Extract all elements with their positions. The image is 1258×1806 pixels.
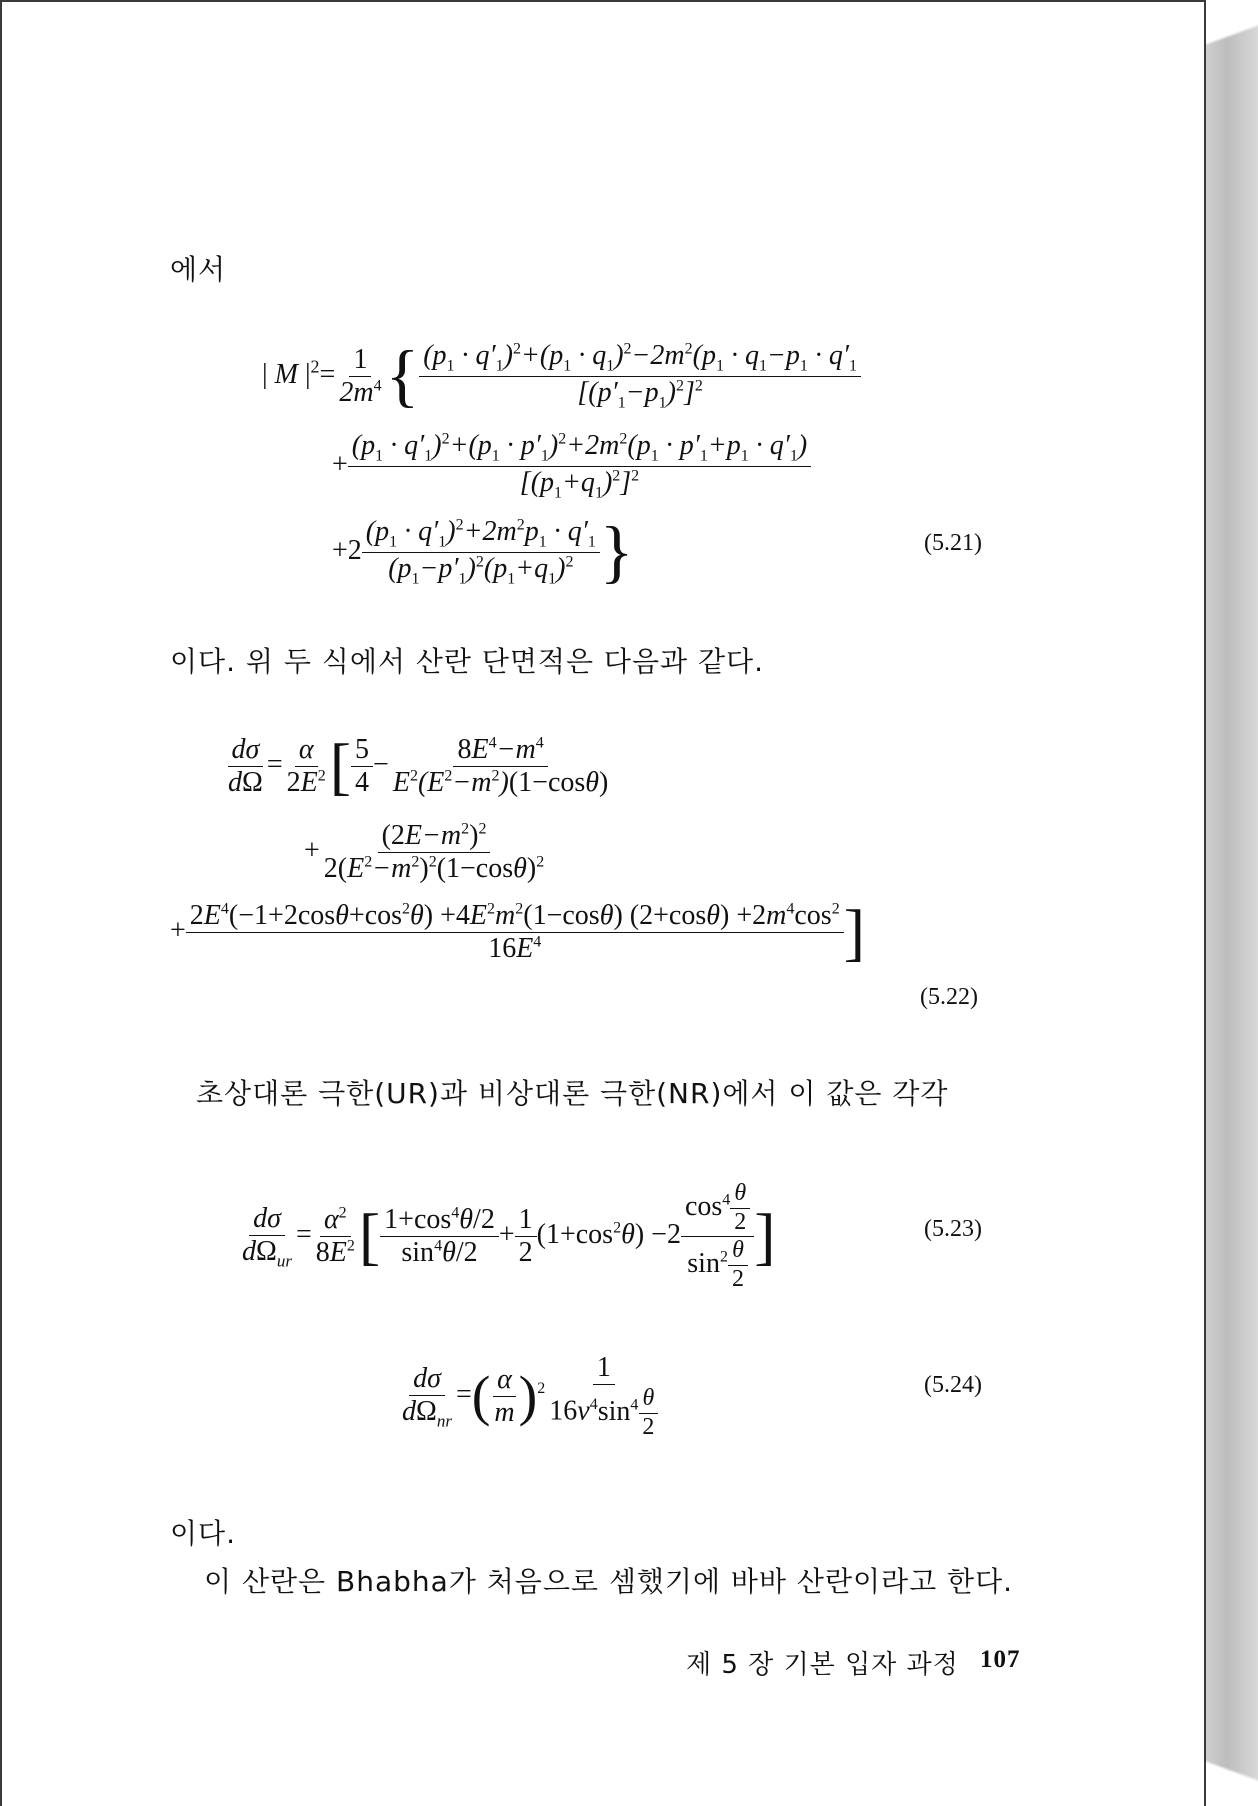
equation-5-21-line-3: +2 $\frac{(p_1 \cdot q'_1)^2+2m^2p_1 \cdot q'_1}{(p_1-p'_1)^2(p_1+q_1)^2}$ }: [332, 513, 634, 591]
page-corner-top: [1206, 0, 1258, 70]
equation-5-22-line-2: + $\frac{(2E-m^2)^2}{2(E^2-m^2)^2(1-\cos\theta)^2}$: [304, 820, 545, 885]
paragraph-after-5-24: 이다.: [170, 1517, 236, 1550]
running-footer-chapter: 제 5 장 기본 입자 과정: [686, 1650, 959, 1680]
paragraph-bhabha: 이 산란은 Bhabha가 처음으로 셈했기에 바바 산란이라고 한다.: [204, 1565, 1014, 1598]
page-border-top: [0, 0, 1206, 2]
paragraph-before-5-23: 초상대론 극한(UR)과 비상대론 극한(NR)에서 이 값은 각각: [196, 1077, 949, 1110]
equation-number-5-22: (5.22): [920, 984, 978, 1010]
equation-5-22-line-3: + $\frac{2E^4(-1+2\cos\theta+\cos^2\theta) +4E^2m^2(1-\cos\theta) (2+\cos\theta) +2m^4\cos^2}{16E^4}$ ]: [170, 896, 866, 968]
page-number: 107: [980, 1646, 1021, 1673]
page-stack-edge: [1206, 0, 1258, 1806]
equation-5-21-line-2: + $\frac{(p_1 \cdot q'_1)^2+(p_1 \cdot p'_1)^2+2m^2(p_1 \cdot p'_1+p_1 \cdot q'_1)}{[(p_1+q_1)^2]^2}$: [332, 430, 811, 503]
page-border-left: [0, 0, 2, 1806]
equation-number-5-23: (5.23): [924, 1216, 982, 1242]
equation-number-5-21: (5.21): [924, 530, 982, 556]
equation-5-21-line-1: | M $|^2=$ $\frac{1}{2m^4}$ { $\frac{(p_1 \cdot q'_1)^2+(p_1 \cdot q_1)^2-2m^2(p_1 \cdot q_1-p_1 \cdot q'_1}{[(p'_1-p_1)^2]^2}$: [262, 340, 861, 413]
intro-text: 에서: [170, 253, 227, 286]
equation-5-23: $\frac{d\sigma}{d\Omega_{ur}}$ = $\frac{\alpha^2}{8E^2}$ [ $\frac{1+\cos^4\theta/2}{\sin^4\theta/2}$ + $\frac{1}{2}$ $(1+\cos^2\theta) -2$ $\cos^4$ $\frac{\theta}{2}$ $\sin^2$ $\frac{\theta}{2}$ ]: [242, 1180, 776, 1292]
equation-number-5-24: (5.24): [924, 1372, 982, 1398]
paragraph-after-5-21: 이다. 위 두 식에서 산란 단면적은 다음과 같다.: [170, 645, 764, 678]
page-corner-bottom: [1206, 1736, 1258, 1806]
equation-5-24: $\frac{d\sigma}{d\Omega_{nr}}$ =( $\frac{\alpha}{m}$ )$^2$ 1 $16v^4\sin^4$ $\frac{\theta}{2}$: [398, 1352, 662, 1441]
equation-5-22-line-1: $\frac{d\sigma}{d\Omega}$ = $\frac{\alpha}{2E^2}$ [ $\frac{5}{4}$ − $\frac{8E^4-m^4}{E^2(E^2-m^2)(1-\cos\theta)}$: [228, 730, 609, 802]
